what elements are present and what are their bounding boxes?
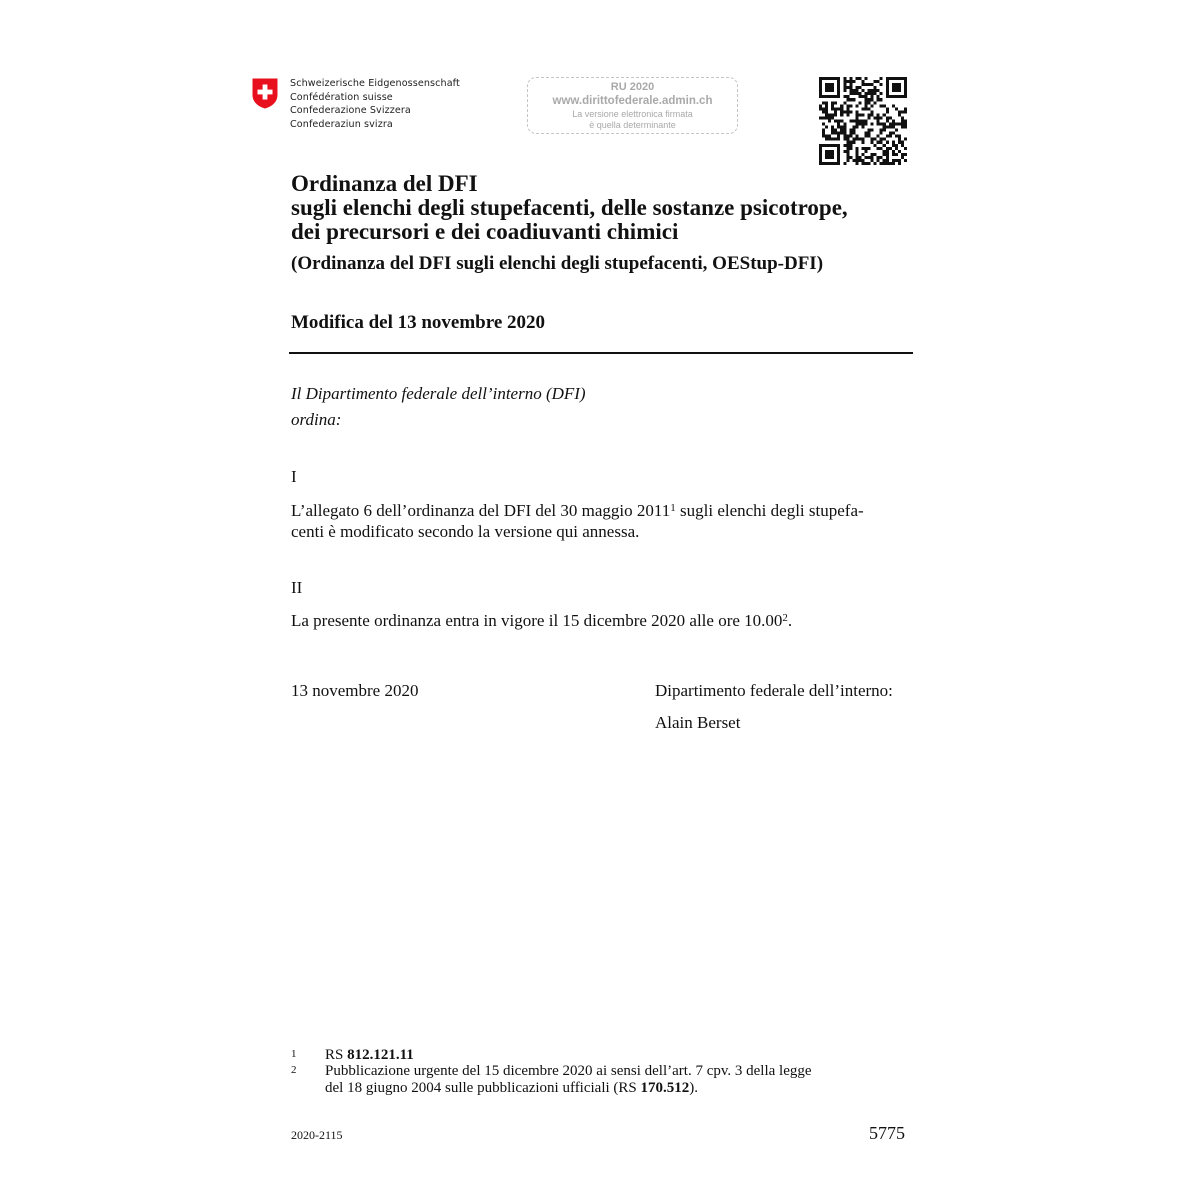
- title-line-1: Ordinanza del DFI: [291, 171, 478, 196]
- footnote-2-line-2: [325, 1080, 698, 1097]
- section-2-text-b: .: [787, 611, 793, 630]
- document-id: 2020-2115: [291, 1128, 343, 1142]
- confederation-name-it: Confederazione Svizzera: [290, 105, 411, 116]
- title-line-3: dei precursori e dei coadiuvanti chimici: [291, 219, 679, 244]
- signature-date: 13 novembre 2020: [291, 681, 419, 700]
- confederation-names: [290, 77, 460, 131]
- footnote-2-text-a: del 18 giugno 2004 sulle pubblicazioni ufficiali (RS: [325, 1080, 641, 1096]
- section-1-line-2: centi è modificato secondo la versione qui annessa.: [291, 522, 640, 541]
- section-numeral-1: I: [291, 467, 297, 486]
- footnote-1-prefix: RS: [325, 1047, 348, 1063]
- footnote-number-2: 2: [291, 1064, 297, 1076]
- swiss-cross-shield-icon: [252, 78, 278, 109]
- modification-date-heading: Modifica del 13 novembre 2020: [291, 312, 546, 333]
- section-1-text-a: L’allegato 6 dell’ordinanza del DFI del 30 maggio 2011: [291, 501, 671, 520]
- footnote-2-line-1: Pubblicazione urgente del 15 dicembre 2020 ai sensi dell’art. 7 cpv. 3 della legge: [325, 1063, 812, 1079]
- section-2-text: [291, 610, 792, 632]
- document-title: [291, 172, 911, 244]
- preamble-authority: Il Dipartimento federale dell’interno (DFI): [291, 384, 586, 403]
- section-1-text-b: sugli elenchi degli stupefa-: [675, 501, 864, 520]
- section-numeral-2: II: [291, 578, 303, 597]
- signature-department: Dipartimento federale dell’interno:: [655, 681, 893, 700]
- title-line-2: sugli elenchi degli stupefacenti, delle sostanze psicotrope,: [291, 195, 848, 220]
- footnote-1-sr-number: 812.121.11: [347, 1047, 414, 1063]
- footnote-number-1: 1: [291, 1048, 297, 1060]
- stamp-website: www.dirittofederale.admin.ch: [552, 95, 713, 107]
- confederation-name-rm: Confederaziun svizra: [290, 118, 393, 130]
- footnote-2-text-b: ).: [689, 1080, 699, 1096]
- signature-name: Alain Berset: [655, 713, 741, 732]
- stamp-note-1: La versione elettronica firmata: [572, 109, 693, 119]
- footnote-ref-2: 2: [782, 612, 788, 624]
- stamp-note-2: è quella determinante: [589, 120, 676, 130]
- footnote-ref-1: 1: [670, 502, 676, 514]
- footnote-2-sr-number: 170.512: [640, 1080, 690, 1096]
- confederation-name-fr: Confédération suisse: [290, 91, 393, 103]
- page-number: 5775: [869, 1123, 905, 1143]
- confederation-name-de: Schweizerische Eidgenossenschaft: [290, 78, 460, 89]
- signature-stamp: [527, 77, 738, 134]
- title-divider: [289, 352, 913, 354]
- preamble-verb: ordina:: [291, 410, 342, 429]
- section-2-text-a: La presente ordinanza entra in vigore il 15 dicembre 2020 alle ore 10.00: [291, 611, 783, 630]
- footnote-1: [325, 1047, 414, 1064]
- stamp-collection: RU 2020: [610, 81, 655, 93]
- qr-code-icon: [819, 77, 907, 165]
- section-1-line-1: [291, 500, 864, 522]
- short-title: (Ordinanza del DFI sugli elenchi degli stupefacenti, OEStup-DFI): [291, 253, 824, 274]
